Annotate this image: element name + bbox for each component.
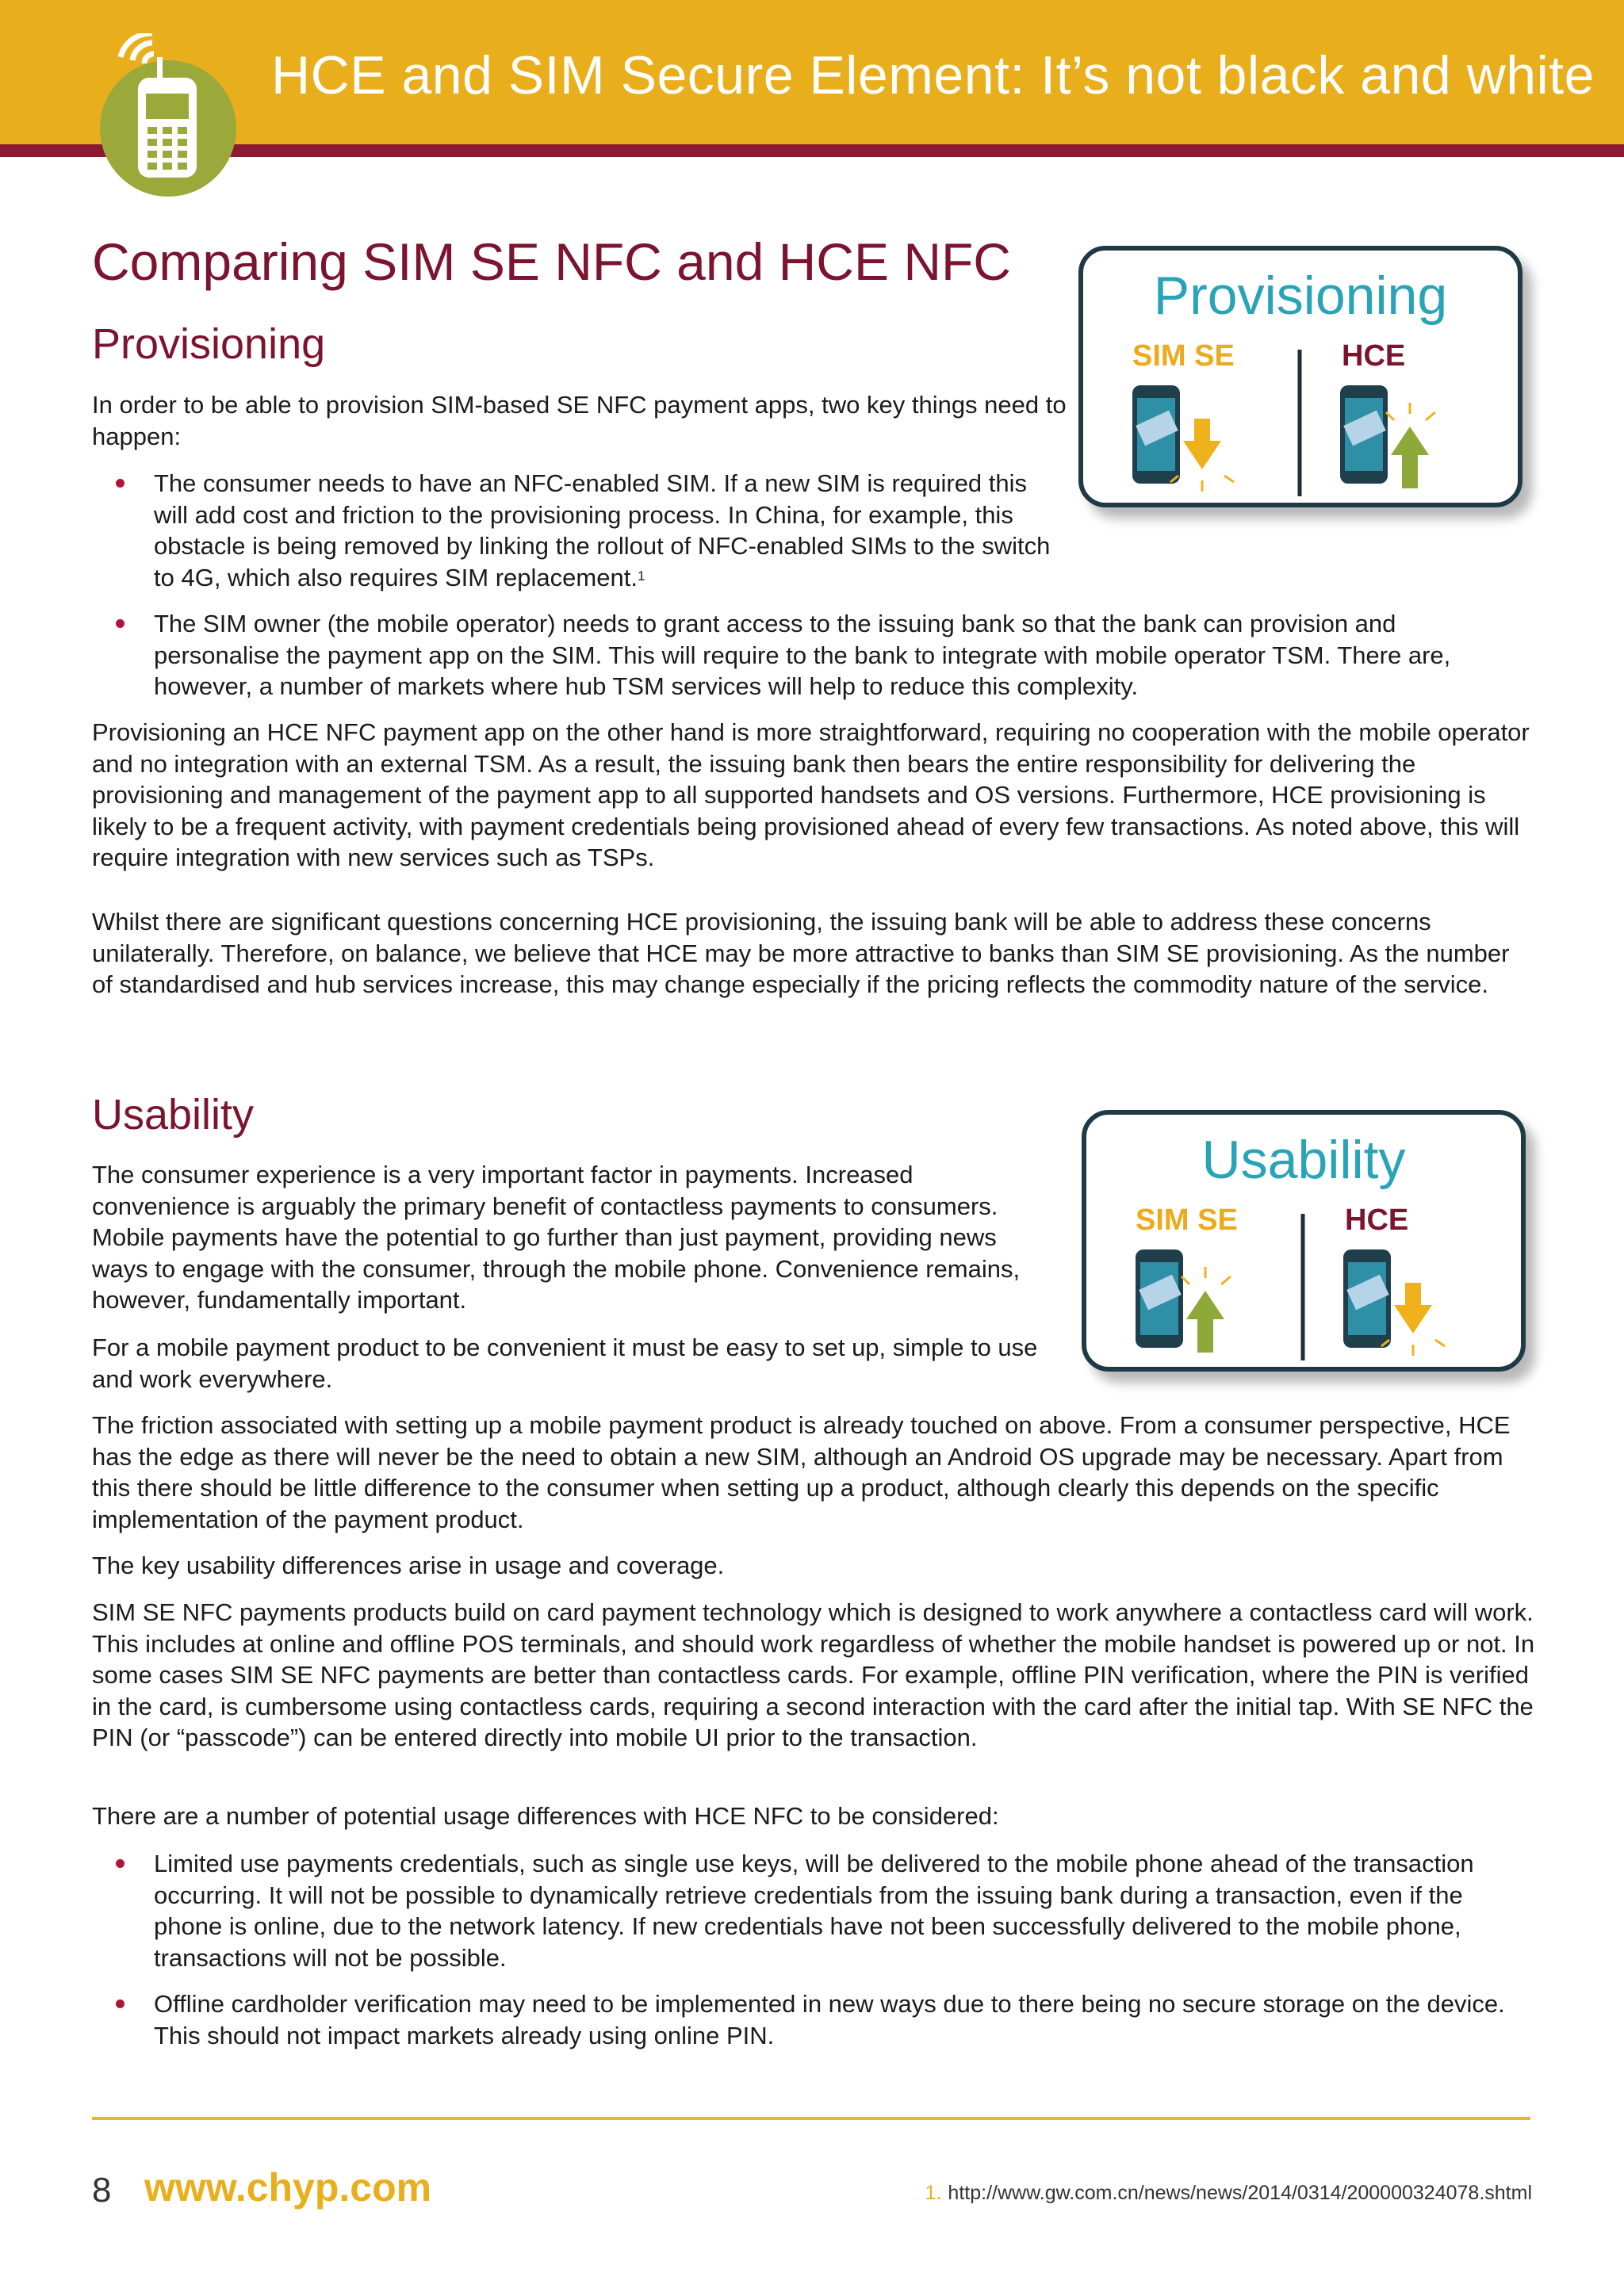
usability-paragraph-4: The key usability differences arise in usage and coverage. — [92, 1552, 725, 1579]
bullet-text: Offline cardholder verification may need to be implemented in new ways due to there being no secure storage on the device. This should not impact markets already using online PIN. — [154, 1990, 1505, 2049]
paragraph-text: The friction associated with setting up a mobile payment product is already touched on above. From a consumer perspective, HCE has the edge as there will never be the need to obtain a new SIM, although an Android OS upgrade may be necessary. Apart from this there should be little difference to the consumer when setting up a product, although clearly this depends on the specific implementation of the payment product. — [92, 1411, 1511, 1533]
footnote-number: 1. — [925, 2182, 942, 2204]
usability-paragraph-5: SIM SE NFC payments products build on card payment technology which is designed to work anywhere a contactless card will work. This includes at online and offline POS terminals, and should work regardless of whether the mobile handset is powered up or not. In some cases SIM SE NFC payments are better than contactless cards. For example, offline PIN verification, where the PIN is verified in the card, is cumbersome using contactless cards, requiring a second interaction with the card after the initial tap. With SE NFC the PIN (or “passcode”) can be entered directly into mobile UI prior to the transaction. — [92, 1598, 1535, 1751]
figure-title: Usability — [1201, 1130, 1406, 1190]
list-item — [92, 468, 1066, 593]
document-title: HCE and SIM Secure Element: It’s not black and white — [271, 45, 1595, 105]
footnote-url[interactable]: http://www.gw.com.cn/news/news/2014/0314/200000324078.shtml — [948, 2182, 1532, 2204]
footer-divider — [92, 2117, 1530, 2120]
smartphone-card-icon — [1343, 1249, 1391, 1348]
page-number: 8 — [92, 2171, 112, 2210]
usability-paragraph-6: There are a number of potential usage differences with HCE NFC to be considered: — [92, 1802, 999, 1830]
usability-figure — [1082, 1110, 1526, 1372]
bullet-text: Limited use payments credentials, such as single use keys, will be delivered to the mobile phone ahead of the transaction occurring. It will not be possible to dynamically retrieve credentials from the issuing bank during a transaction, even if the phone is online, due to the network latency. If new credentials have not been successfully delivered to the mobile phone, transactions will not be possible. — [154, 1850, 1474, 1972]
upload-arrow-icon — [1182, 1267, 1231, 1353]
bullet-text: The SIM owner (the mobile operator) needs to grant access to the issuing bank so that the bank can provision and personalise the payment app on the SIM. This will require to the bank to integrate with mobile operator TSM. There are, however, a number of markets where hub TSM services will help to reduce this complexity. — [154, 610, 1451, 700]
upload-arrow-icon — [1386, 403, 1435, 488]
provisioning-paragraph-2: Whilst there are significant questions concerning HCE provisioning, the issuing bank will be able to address these concerns unilaterally. Therefore, on balance, we believe that HCE may be more attractive to banks than SIM SE provisioning. As the number of standardised and hub services increase, this may change especially if the pricing reflects the commodity nature of the service. — [92, 908, 1510, 998]
footnote-ref: 1 — [637, 568, 645, 584]
provisioning-paragraph-1: Provisioning an HCE NFC payment app on the other hand is more straightforward, requiring no cooperation with the mobile operator and no integration with an external TSM. As a result, the issuing bank then bears the entire responsibility for delivering the provisioning and management of the payment app to all supported handsets and OS versions. Furthermore, HCE provisioning is likely to be a frequent activity, with payment credentials being provisioned ahead of every few transactions. As noted above, this will require integration with new services such as TSPs. — [92, 718, 1530, 871]
main-title: Comparing SIM SE NFC and HCE NFC — [92, 232, 1011, 291]
usability-paragraph-1: The consumer experience is a very important factor in payments. Increased convenience is arguably the primary benefit of contactless payments to consumers. Mobile payments have the potential to go further than just payment, providing news ways to engage with the consumer, through the mobile phone. Convenience remains, however, fundamentally important. — [92, 1161, 1021, 1314]
smartphone-card-icon — [1136, 1249, 1183, 1348]
sim-se-label: SIM SE — [1132, 339, 1235, 373]
hce-label: HCE — [1345, 1203, 1409, 1237]
figure-title: Provisioning — [1153, 266, 1448, 326]
list-item — [92, 1988, 1535, 2051]
hce-label: HCE — [1342, 339, 1406, 373]
provisioning-heading: Provisioning — [92, 320, 326, 368]
smartphone-card-icon — [1132, 385, 1180, 484]
footnote — [925, 2182, 1532, 2205]
usability-paragraph-3 — [92, 1410, 1535, 1535]
list-item — [92, 608, 1511, 702]
bullet-text: The consumer needs to have an NFC-enabled SIM. If a new SIM is required this will add cost and friction to the provisioning process. In China, for example, this obstacle is being removed by linking the rollout of NFC-enabled SIMs to the switch to 4G, which also requires SIM replacement. — [154, 469, 1051, 591]
provisioning-figure — [1078, 246, 1522, 507]
smartphone-card-icon — [1340, 385, 1388, 484]
sim-se-label: SIM SE — [1136, 1203, 1238, 1237]
provisioning-intro: In order to be able to provision SIM-based SE NFC payment apps, two key things need to happen: — [92, 391, 1067, 450]
usability-paragraph-2: For a mobile payment product to be convenient it must be easy to set up, simple to use and work everywhere. — [92, 1334, 1038, 1393]
list-item — [92, 1848, 1535, 1973]
usability-bullets — [92, 1848, 1535, 2066]
mobile-phone-signal-icon — [89, 33, 263, 208]
website-link[interactable]: www.chyp.com — [144, 2165, 432, 2210]
usability-heading: Usability — [92, 1091, 255, 1138]
